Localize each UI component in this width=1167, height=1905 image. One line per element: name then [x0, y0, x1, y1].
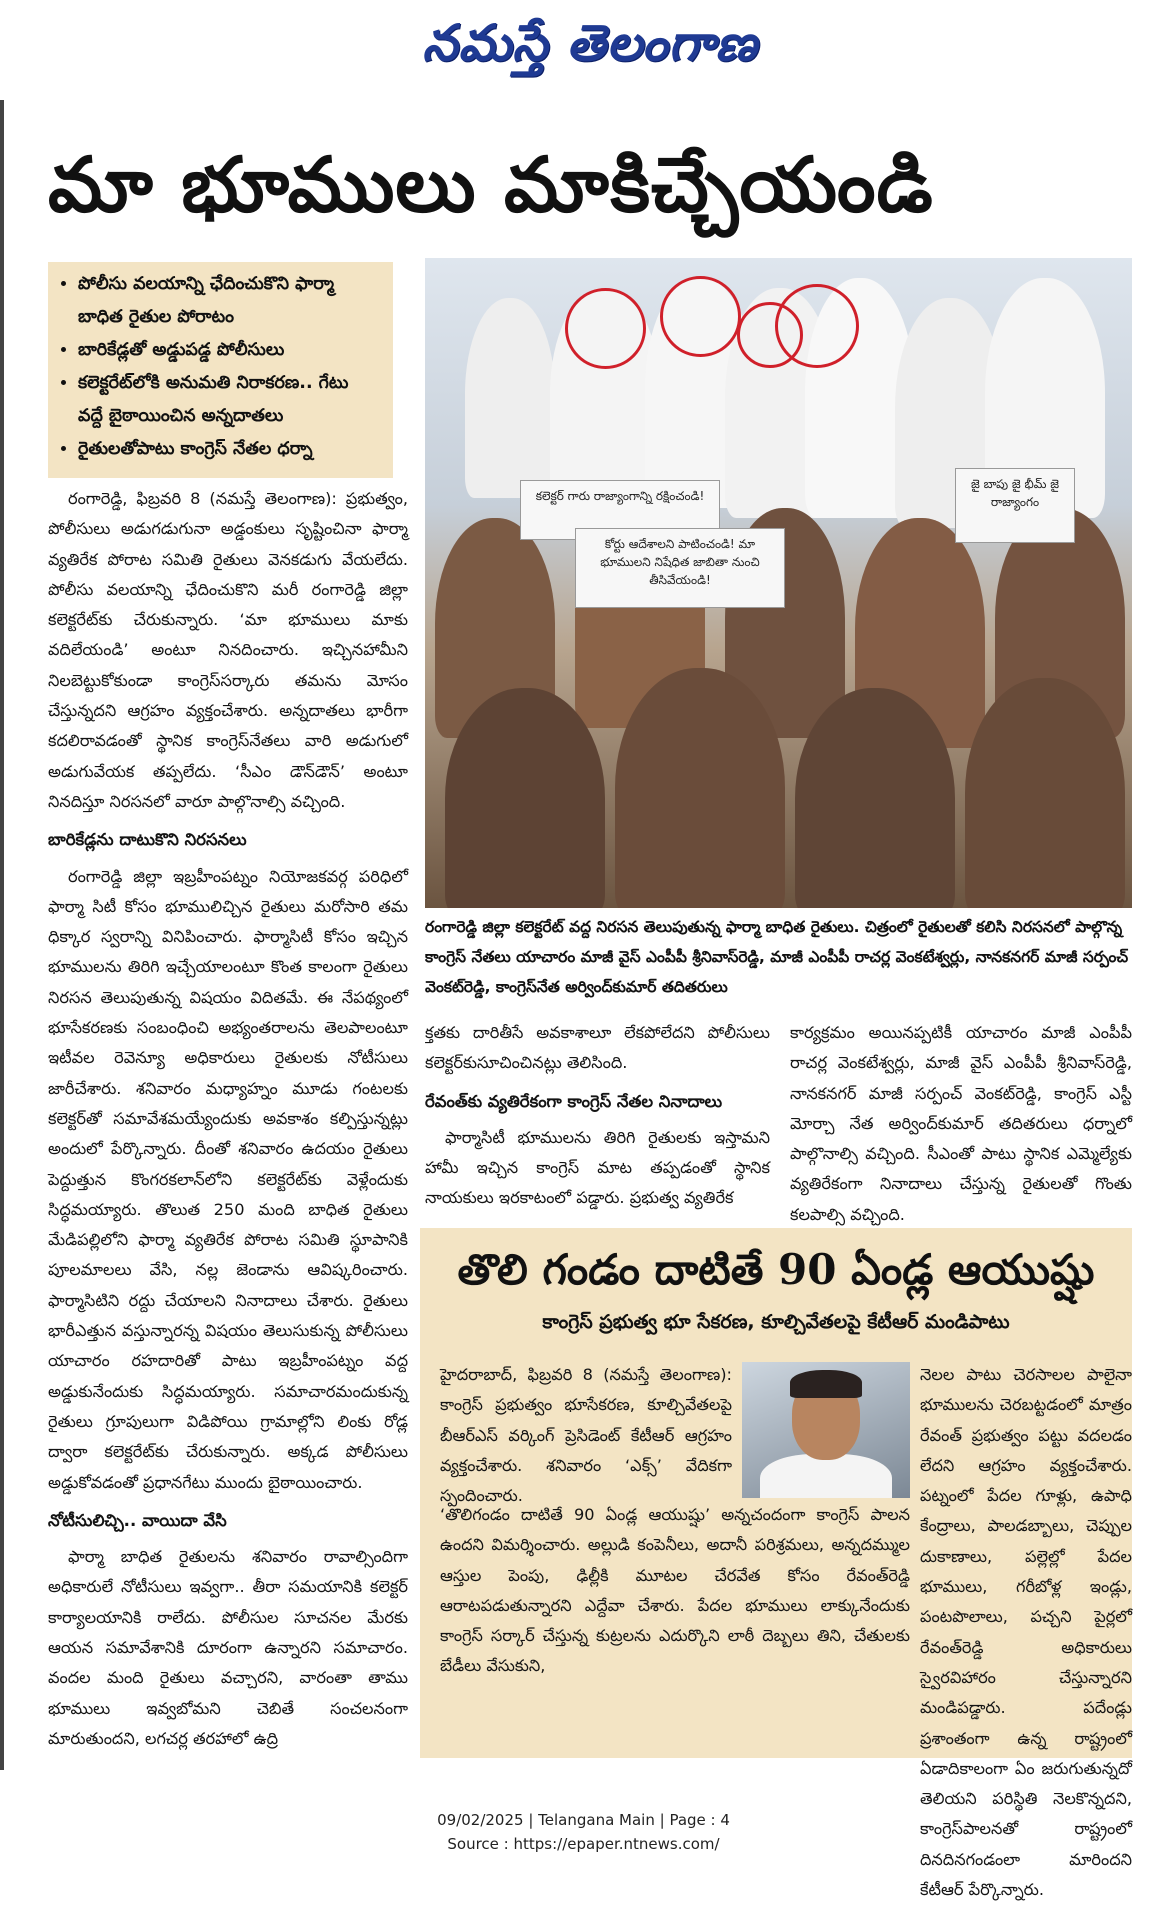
sidebar-text-left: హైదరాబాద్, ఫిబ్రవరి 8 (నమస్తే తెలంగాణ): కాంగ్రెస్ ప్రభుత్వం భూసేకరణ, కూల్చివేతలపై బీఆర్‌ఎస్ వర్కింగ్ ప్రెసిడెంట్ కేటీఆర్ ఆగ్రహం వ్యక్తంచేశారు. శనివారం ‘ఎక్స్’ వేదికగా స్పందించారు.	[440, 1365, 732, 1506]
highlight-circle	[775, 284, 859, 368]
protest-photo	[425, 258, 1132, 908]
article-column-3	[790, 1018, 1132, 1234]
article-column-1	[48, 484, 408, 1758]
article-subhead: నోటీసులిచ్చి.. వాయిదా వేసి	[48, 1510, 227, 1530]
highlight-circle	[565, 288, 646, 369]
article-paragraph: ఫార్మాసిటీ భూములను తిరిగి రైతులకు ఇస్తామని హామీ ఇచ్చిన కాంగ్రెస్ మాట తప్పడంతో స్థానిక నాయకులు ఇరకాటంలో పడ్డారు. ప్రభుత్వ వ్యతిరేక	[425, 1127, 770, 1208]
portrait-body	[760, 1454, 892, 1498]
highlights-box	[48, 262, 393, 478]
page-footer	[0, 1808, 1167, 1856]
article-paragraph: క్తతకు దారితీసే అవకాశాలూ లేకపోలేదని పోలీసులు కలెక్టర్‌కుసూచించినట్లు తెలిసింది.	[425, 1023, 770, 1073]
highlight-item: • రైతులతోపాటు కాంగ్రెస్ నేతల ధర్నా	[78, 433, 379, 466]
photo-person	[445, 688, 605, 908]
article-paragraph: రంగారెడ్డి, ఫిబ్రవరి 8 (నమస్తే తెలంగాణ): ప్రభుత్వం, పోలీసులు అడుగడుగునా అడ్డంకులు సృష్టించినా ఫార్మా వ్యతిరేక పోరాట సమితి రైతులు వెనకడుగు వేయలేదు. పోలీసు వలయాన్ని ఛేదించుకొని మరీ రంగారెడ్డి జిల్లా కలెక్టరేట్‌కు చేరుకున్నారు. ‘మా భూములు మాకు వదిలేయండి’ అంటూ నినదించారు. ఇచ్చినహామీని నిలబెట్టుకోకుండా కాంగ్రెస్‌సర్కారు తమను మోసం చేస్తున్నదని ఆగ్రహం వ్యక్తంచేశారు. అన్నదాతలు భారీగా కదలిరావడంతో స్థానిక కాంగ్రెస్‌నేతలు వారి అడుగులో అడుగువేయక తప్పలేదు. ‘సీఎం డౌన్‌డౌన్’ అంటూ నినదిస్తూ నిరసనలో వారూ పాల్గొనాల్సి వచ్చింది.	[48, 489, 408, 811]
sidebar-text-mid: ‘తొలిగండం దాటితే 90 ఏండ్ల ఆయుష్షు’ అన్నచందంగా కాంగ్రెస్ పాలన ఉందని విమర్శించారు. అల్లుడి కంపెనీలు, అదానీ పరిశ్రమలు, అన్నదమ్ముల ఆస్తుల పెంపు, ఢిల్లీకి మూటల చేరవేత కోసం రేవంత్‌రెడ్డి ఆరాటపడుతున్నారని ఎద్దేవా చేశారు. పేదల భూములు లాక్కునేందుకు కాంగ్రెస్ సర్కార్ చేస్తున్న కుట్రలను ఎదుర్కొని లాఠీ దెబ్బలు తిని, చేతులకు బేడీలు వేసుకుని,	[440, 1505, 910, 1676]
protest-sign: కలెక్టర్ గారు రాజ్యాంగాన్ని రక్షించండి!	[520, 480, 720, 540]
highlight-item: • బారికేడ్లతో అడ్డుపడ్డ పోలీసులు	[78, 334, 379, 367]
article-subhead: బారికేడ్లను దాటుకొని నిరసనలు	[48, 830, 247, 850]
ktr-portrait	[742, 1362, 910, 1498]
sidebar-text-right: నెలల పాటు చెరసాలల పాలైనా భూములను చెరబట్టడంలో మాత్రం రేవంత్ ప్రభుత్వం పట్టు వదలడం లేదని ఆగ్రహం వ్యక్తంచేశారు. పట్నంలో పేదల గూళ్లు, ఉపాధి కేంద్రాలు, పాలడబ్బాలు, చెప్పుల దుకాణాలు, పల్లెల్లో పేదల భూములు, గరీబోళ్ల ఇండ్లు, పంటపొలాలు, పచ్చని పైర్లలో రేవంత్‌రెడ్డి అధికారులు స్వైరవిహారం చేస్తున్నారని మండిపడ్డారు. పదేండ్లు ప్రశాంతంగా ఉన్న రాష్ట్రంలో ఏడాదికాలంగా ఏం జరుగుతున్నదో తెలియని పరిస్థితి నెలకొన్నదని, కాంగ్రెస్‌పాలనతో రాష్ట్రంలో దినదినగండంలా మారిందని కేటీఆర్ పేర్కొన్నారు.	[920, 1365, 1132, 1900]
sidebar-deck: కాంగ్రెస్ ప్రభుత్వ భూ సేకరణ, కూల్చివేతలపై కేటీఆర్ మండిపాటు	[542, 1311, 1010, 1333]
main-headline: మా భూములు మాకిచ్చేయండి	[48, 140, 934, 229]
column-rule	[0, 100, 4, 1770]
photo-person	[965, 678, 1125, 908]
photo-caption: రంగారెడ్డి జిల్లా కలెక్టరేట్ వద్ద నిరసన తెలుపుతున్న ఫార్మా బాధిత రైతులు. చిత్రంలో రైతులతో కలిసి నిరసనలో పాల్గొన్న కాంగ్రెస్ నేతలు యాచారం మాజీ వైస్ ఎంపీపీ శ్రీనివాస్‌రెడ్డి, మాజీ ఎంపీపీ రాచర్ల వెంకటేశ్వర్లు, నానకనగర్ మాజీ సర్పంచ్ వెంకట్‌రెడ్డి, కాంగ్రెస్‌నేత అర్వింద్‌కుమార్ తదితరులు	[425, 918, 1129, 996]
photo-person	[465, 298, 555, 498]
sidebar-headline: తొలి గండం దాటితే 90 ఏండ్ల ఆయుష్షు	[457, 1245, 1095, 1294]
highlight-circle	[660, 276, 741, 357]
highlight-item: • కలెక్టరేట్‌లోకి అనుమతి నిరాకరణ.. గేటు వద్దే బైఠాయించిన అన్నదాతలు	[78, 367, 379, 433]
footer-source-line: Source : https://epaper.ntnews.com/	[447, 1835, 720, 1853]
portrait-hair	[790, 1370, 862, 1398]
article-paragraph: ఫార్మా బాధిత రైతులను శనివారం రావాల్సిందిగా అధికారులే నోటీసులు ఇవ్వగా.. తీరా సమయానికి కలెక్టర్ కార్యాలయానికి రాలేదు. పోలీసుల సూచనల మేరకు ఆయన సమావేశానికి దూరంగా ఉన్నారని సమాచారం. వందల మంది రైతులు వచ్చారని, వారంతా తాము భూములు ఇవ్వబోమని చెబితే సంచలనంగా మారుతుందని, లగచర్ల తరహాలో ఉద్రి	[48, 1547, 408, 1748]
photo-person	[615, 668, 785, 908]
photo-person	[795, 688, 955, 908]
protest-sign: జై బాపు జై భీమ్ జై రాజ్యాంగం	[955, 468, 1075, 543]
protest-sign: కోర్టు ఆదేశాలని పాటించండి! మా భూములని నిషేధిత జాబితా నుంచి తీసివేయండి!	[575, 528, 785, 608]
article-paragraph: కార్యక్రమం అయినప్పటికీ యాచారం మాజీ ఎంపీపీ రాచర్ల వెంకటేశ్వర్లు, మాజీ వైస్ ఎంపీపీ శ్రీనివాస్‌రెడ్డి, నానకనగర్ మాజీ సర్పంచ్ వెంకట్‌రెడ్డి, కాంగ్రెస్ ఎస్టీ మోర్చా నేత అర్వింద్‌కుమార్ తదితరులు ధర్నాలో పాల్గొనాల్సి వచ్చింది. సీఎంతో పాటు స్థానిక ఎమ్మెల్యేకు వ్యతిరేకంగా నినాదాలు చేస్తున్న రైతులతో గొంతు కలపాల్సి వచ్చింది.	[790, 1023, 1132, 1224]
footer-date-line: 09/02/2025 | Telangana Main | Page : 4	[437, 1811, 730, 1829]
article-subhead: రేవంత్‌కు వ్యతిరేకంగా కాంగ్రెస్ నేతల నినాదాలు	[425, 1091, 723, 1111]
article-paragraph: రంగారెడ్డి జిల్లా ఇబ్రహీంపట్నం నియోజకవర్గ పరిధిలో ఫార్మా సిటీ కోసం భూములిచ్చిన రైతులు మరోసారి తమ ధిక్కార స్వరాన్ని వినిపించారు. ఫార్మాసిటీ కోసం ఇచ్చిన భూములను తిరిగి ఇచ్చేయాలంటూ కొంత కాలంగా రైతులు నిరసన తెలుపుతున్న విషయం విదితమే. ఈ నేపథ్యంలో భూసేకరణకు సంబంధించి అభ్యంతరాలను తెలపాలంటూ ఇటీవల రెవెన్యూ అధికారులు రైతులకు నోటీసులు జారీచేశారు. శనివారం మధ్యాహ్నం మూడు గంటలకు కలెక్టర్‌తో సమావేశమయ్యేందుకు అవకాశం కల్పిస్తున్నట్లు అందులో పేర్కొన్నారు. దీంతో శనివారం ఉదయం రైతులు పెద్దుత్తున కొంగరకలాన్‌లోని కలెక్టరేట్‌కు వెళ్లేందుకు సిద్ధమయ్యారు. తొలుత 250 మంది బాధిత రైతులు మేడిపల్లిలోని ఫార్మా వ్యతిరేక పోరాట సమితి స్థూపానికి పూలమాలలు వేసి, నల్ల జెండాను ఆవిష్కరించారు. ఫార్మాసిటిని రద్దు చేయాలని నినాదాలు చేశారు. రైతులు భారీఎత్తున వస్తున్నారన్న విషయం తెలుసుకున్న పోలీసులు యాచారం రహదారితో పాటు ఇబ్రహీంపట్నం వద్ద అడ్డుకునేందుకు సిద్ధమయ్యారు. సమాచారమందుకున్న రైతులు గ్రూపులుగా విడిపోయి గ్రామాల్లోని లింకు రోడ్ల ద్వారా కలెక్టరేట్‌కు చేరుకున్నారు. అక్కడ పోలీసులు అడ్డుకోవడంతో ప్రధానగేటు ముందు బైఠాయించారు.	[48, 866, 408, 1492]
highlight-item: • పోలీసు వలయాన్ని ఛేదించుకొని ఫార్మా బాధిత రైతుల పోరాటం	[78, 268, 379, 334]
article-column-2	[425, 1018, 770, 1218]
masthead-title: నమస్తే తెలంగాణ	[422, 13, 758, 72]
